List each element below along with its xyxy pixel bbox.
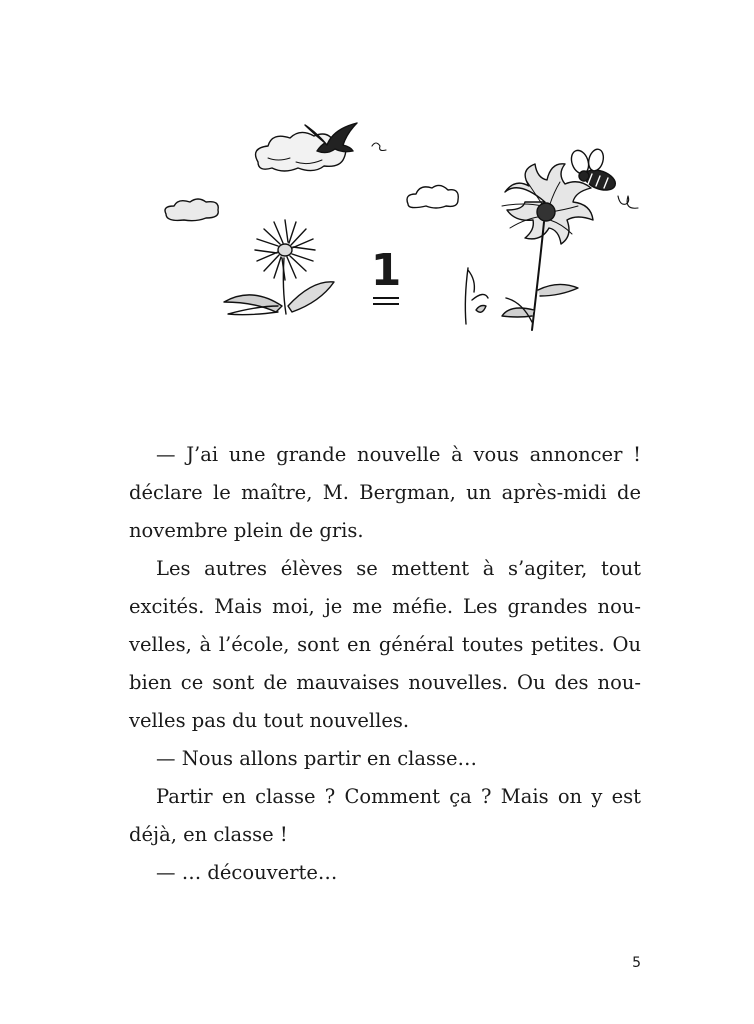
chapter-underline <box>373 297 399 307</box>
page-number: 5 <box>632 955 641 971</box>
grass-icon <box>465 268 488 324</box>
cloud-icon <box>165 199 218 221</box>
bee-icon <box>568 148 638 209</box>
flower-icon <box>224 220 334 315</box>
paragraph: Les autres élèves se mettent à s’agiter, tout excités. Mais moi, je me méfie. Les grandes nouvelles, à l’école, sont en général toutes petites. Ou bien ce sont de mauvaises nouvelles. Ou des nouvelles pas du tout nouvelles. <box>129 557 641 732</box>
paragraph: Partir en classe ? Comment ça ? Mais on y est déjà, en classe ! <box>129 785 641 846</box>
chapter-number: 1 <box>370 245 402 296</box>
chapter-illustration <box>150 110 640 350</box>
cloud-icon <box>407 185 458 208</box>
paragraph: — … découverte… <box>156 861 338 884</box>
body-text <box>129 436 641 892</box>
paragraph: — Nous allons partir en classe… <box>156 747 478 770</box>
dandelion-icon <box>502 164 593 330</box>
paragraph: — J’ai une grande nouvelle à vous annoncer ! déclare le maître, M. Bergman, un après-midi de novembre plein de gris. <box>129 443 641 542</box>
